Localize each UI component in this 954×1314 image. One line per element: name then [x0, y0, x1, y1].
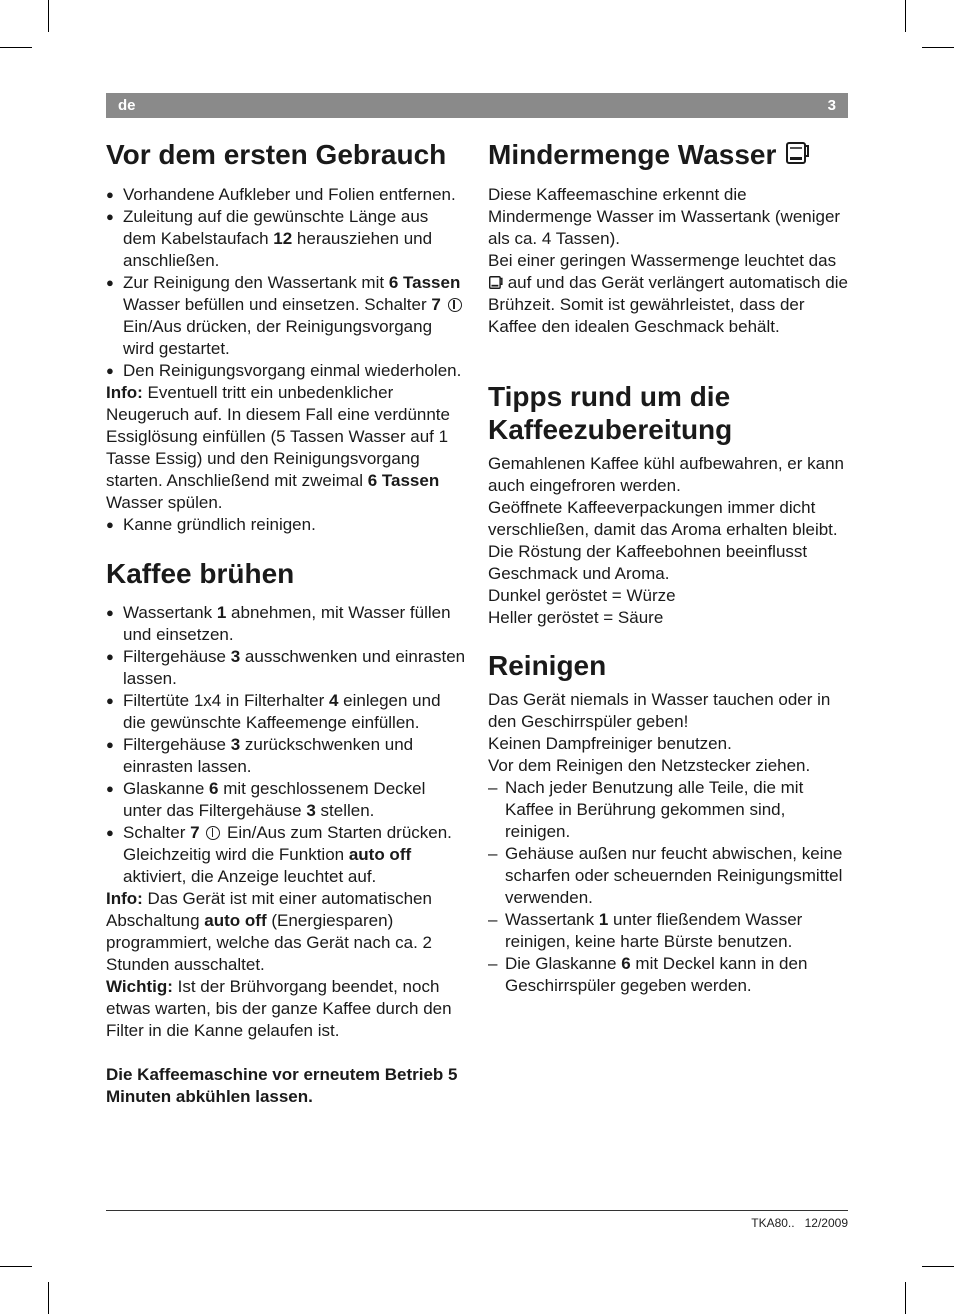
section-title-low-water: Mindermenge Wasser	[488, 138, 848, 171]
cooldown-note: Die Kaffeemaschine vor erneutem Betrieb 5 Minuten abkühlen lassen.	[106, 1065, 458, 1106]
list-item: ● Schalter 7 Ein/Aus zum Starten drücken. Gleichzeitig wird die Funktion auto off aktiviert, die Anzeige leuchtet auf.	[106, 822, 466, 888]
info-paragraph: Info: Das Gerät ist mit einer automatischen Abschaltung auto off (Energiesparen) programmiert, welche das Gerät nach ca. 2 Stunden ausschaltet.	[106, 889, 432, 974]
power-icon	[206, 826, 220, 840]
crop-mark	[922, 1266, 954, 1267]
model-number: TKA80..	[751, 1216, 795, 1230]
tips-text: Dunkel geröstet = Würze	[488, 586, 676, 605]
section-title-brew: Kaffee brühen	[106, 558, 295, 589]
section-title-tips: Tipps rund um die Kaffeezubereitung	[488, 381, 733, 445]
brew-list	[106, 602, 466, 888]
list-item: – Die Glaskanne 6 mit Deckel kann in den Geschirrspüler gegeben werden.	[488, 953, 848, 997]
first-use-list	[106, 184, 466, 382]
list-item: ● Filtertüte 1x4 in Filterhalter 4 einlegen und die gewünschte Kaffeemenge einfüllen.	[106, 690, 466, 734]
crop-mark	[0, 1266, 32, 1267]
low-water-icon	[488, 275, 503, 290]
edition-date: 12/2009	[804, 1216, 848, 1230]
first-use-list-end	[106, 514, 466, 536]
crop-mark	[0, 47, 32, 48]
crop-mark	[48, 0, 49, 32]
list-item: ● Den Reinigungsvorgang einmal wiederholen.	[106, 360, 466, 382]
page-number: 3	[827, 97, 836, 114]
crop-mark	[48, 1282, 49, 1314]
warning-paragraph: Wichtig: Ist der Brühvorgang beendet, noch etwas warten, bis der ganze Kaffee durch den Filter in die Kanne gelaufen ist.	[106, 977, 452, 1040]
low-water-text: Diese Kaffeemaschine erkennt die Mindermenge Wasser im Wassertank (weniger als ca. 4 Tassen).	[488, 185, 841, 248]
list-item: – Gehäuse außen nur feucht abwischen, keine scharfen oder scheuernden Reinigungsmittel verwenden.	[488, 843, 848, 909]
list-item: ● Zuleitung auf die gewünschte Länge aus dem Kabelstaufach 12 herausziehen und anschließen.	[106, 206, 466, 272]
list-item: ● Zur Reinigung den Wassertank mit 6 Tassen Wasser befüllen und einsetzen. Schalter 7 Ein/Aus drücken, der Reinigungsvorgang wird gestartet.	[106, 272, 466, 360]
list-item: ● Vorhandene Aufkleber und Folien entfernen.	[106, 184, 466, 206]
section-title-cleaning: Reinigen	[488, 650, 607, 681]
right-column	[488, 138, 848, 997]
list-item: ● Wassertank 1 abnehmen, mit Wasser füllen und einsetzen.	[106, 602, 466, 646]
power-icon	[448, 298, 462, 312]
list-item: ● Filtergehäuse 3 zurückschwenken und einrasten lassen.	[106, 734, 466, 778]
tips-text: Gemahlenen Kaffee kühl aufbewahren, er kann auch eingefroren werden.	[488, 454, 844, 495]
list-item: ● Filtergehäuse 3 ausschwenken und einrasten lassen.	[106, 646, 466, 690]
cleaning-text: Vor dem Reinigen den Netzstecker ziehen.	[488, 756, 811, 775]
left-column	[106, 138, 466, 1108]
cleaning-list	[488, 777, 848, 997]
list-item: ● Kanne gründlich reinigen.	[106, 514, 466, 536]
footer	[751, 1216, 848, 1230]
list-item: – Wassertank 1 unter fließendem Wasser reinigen, keine harte Bürste benutzen.	[488, 909, 848, 953]
crop-mark	[905, 1282, 906, 1314]
section-title-first-use: Vor dem ersten Gebrauch	[106, 139, 447, 170]
list-item: ● Glaskanne 6 mit geschlossenem Deckel unter das Filtergehäuse 3 stellen.	[106, 778, 466, 822]
list-item: – Nach jeder Benutzung alle Teile, die mit Kaffee in Berührung gekommen sind, reinigen.	[488, 777, 848, 843]
crop-mark	[922, 47, 954, 48]
language-label: de	[118, 97, 136, 114]
footer-rule	[106, 1210, 848, 1211]
tips-text: Die Röstung der Kaffeebohnen beeinflusst Geschmack und Aroma.	[488, 542, 808, 583]
header-bar	[106, 93, 848, 118]
tips-text: Geöffnete Kaffeeverpackungen immer dicht verschließen, damit das Aroma erhalten bleibt.	[488, 498, 838, 539]
tips-text: Heller geröstet = Säure	[488, 608, 664, 627]
cleaning-text: Das Gerät niemals in Wasser tauchen oder in den Geschirrspüler geben!	[488, 690, 831, 731]
cleaning-text: Keinen Dampfreiniger benutzen.	[488, 734, 732, 753]
low-water-icon	[784, 140, 810, 166]
crop-mark	[905, 0, 906, 32]
low-water-text-2: Bei einer geringen Wassermenge leuchtet das auf und das Gerät verlängert automatisch die Brühzeit. Somit ist gewährleistet, dass der Kaffee den idealen Geschmack behält.	[488, 251, 848, 336]
info-paragraph: Info: Eventuell tritt ein unbedenklicher Neugeruch auf. In diesem Fall eine verdünnte Essiglösung einfüllen (5 Tassen Wasser auf 1 Tasse Essig) und den Reinigungsvorgang starten. Anschließend mit zweimal 6 Tassen Wasser spülen.	[106, 383, 450, 512]
